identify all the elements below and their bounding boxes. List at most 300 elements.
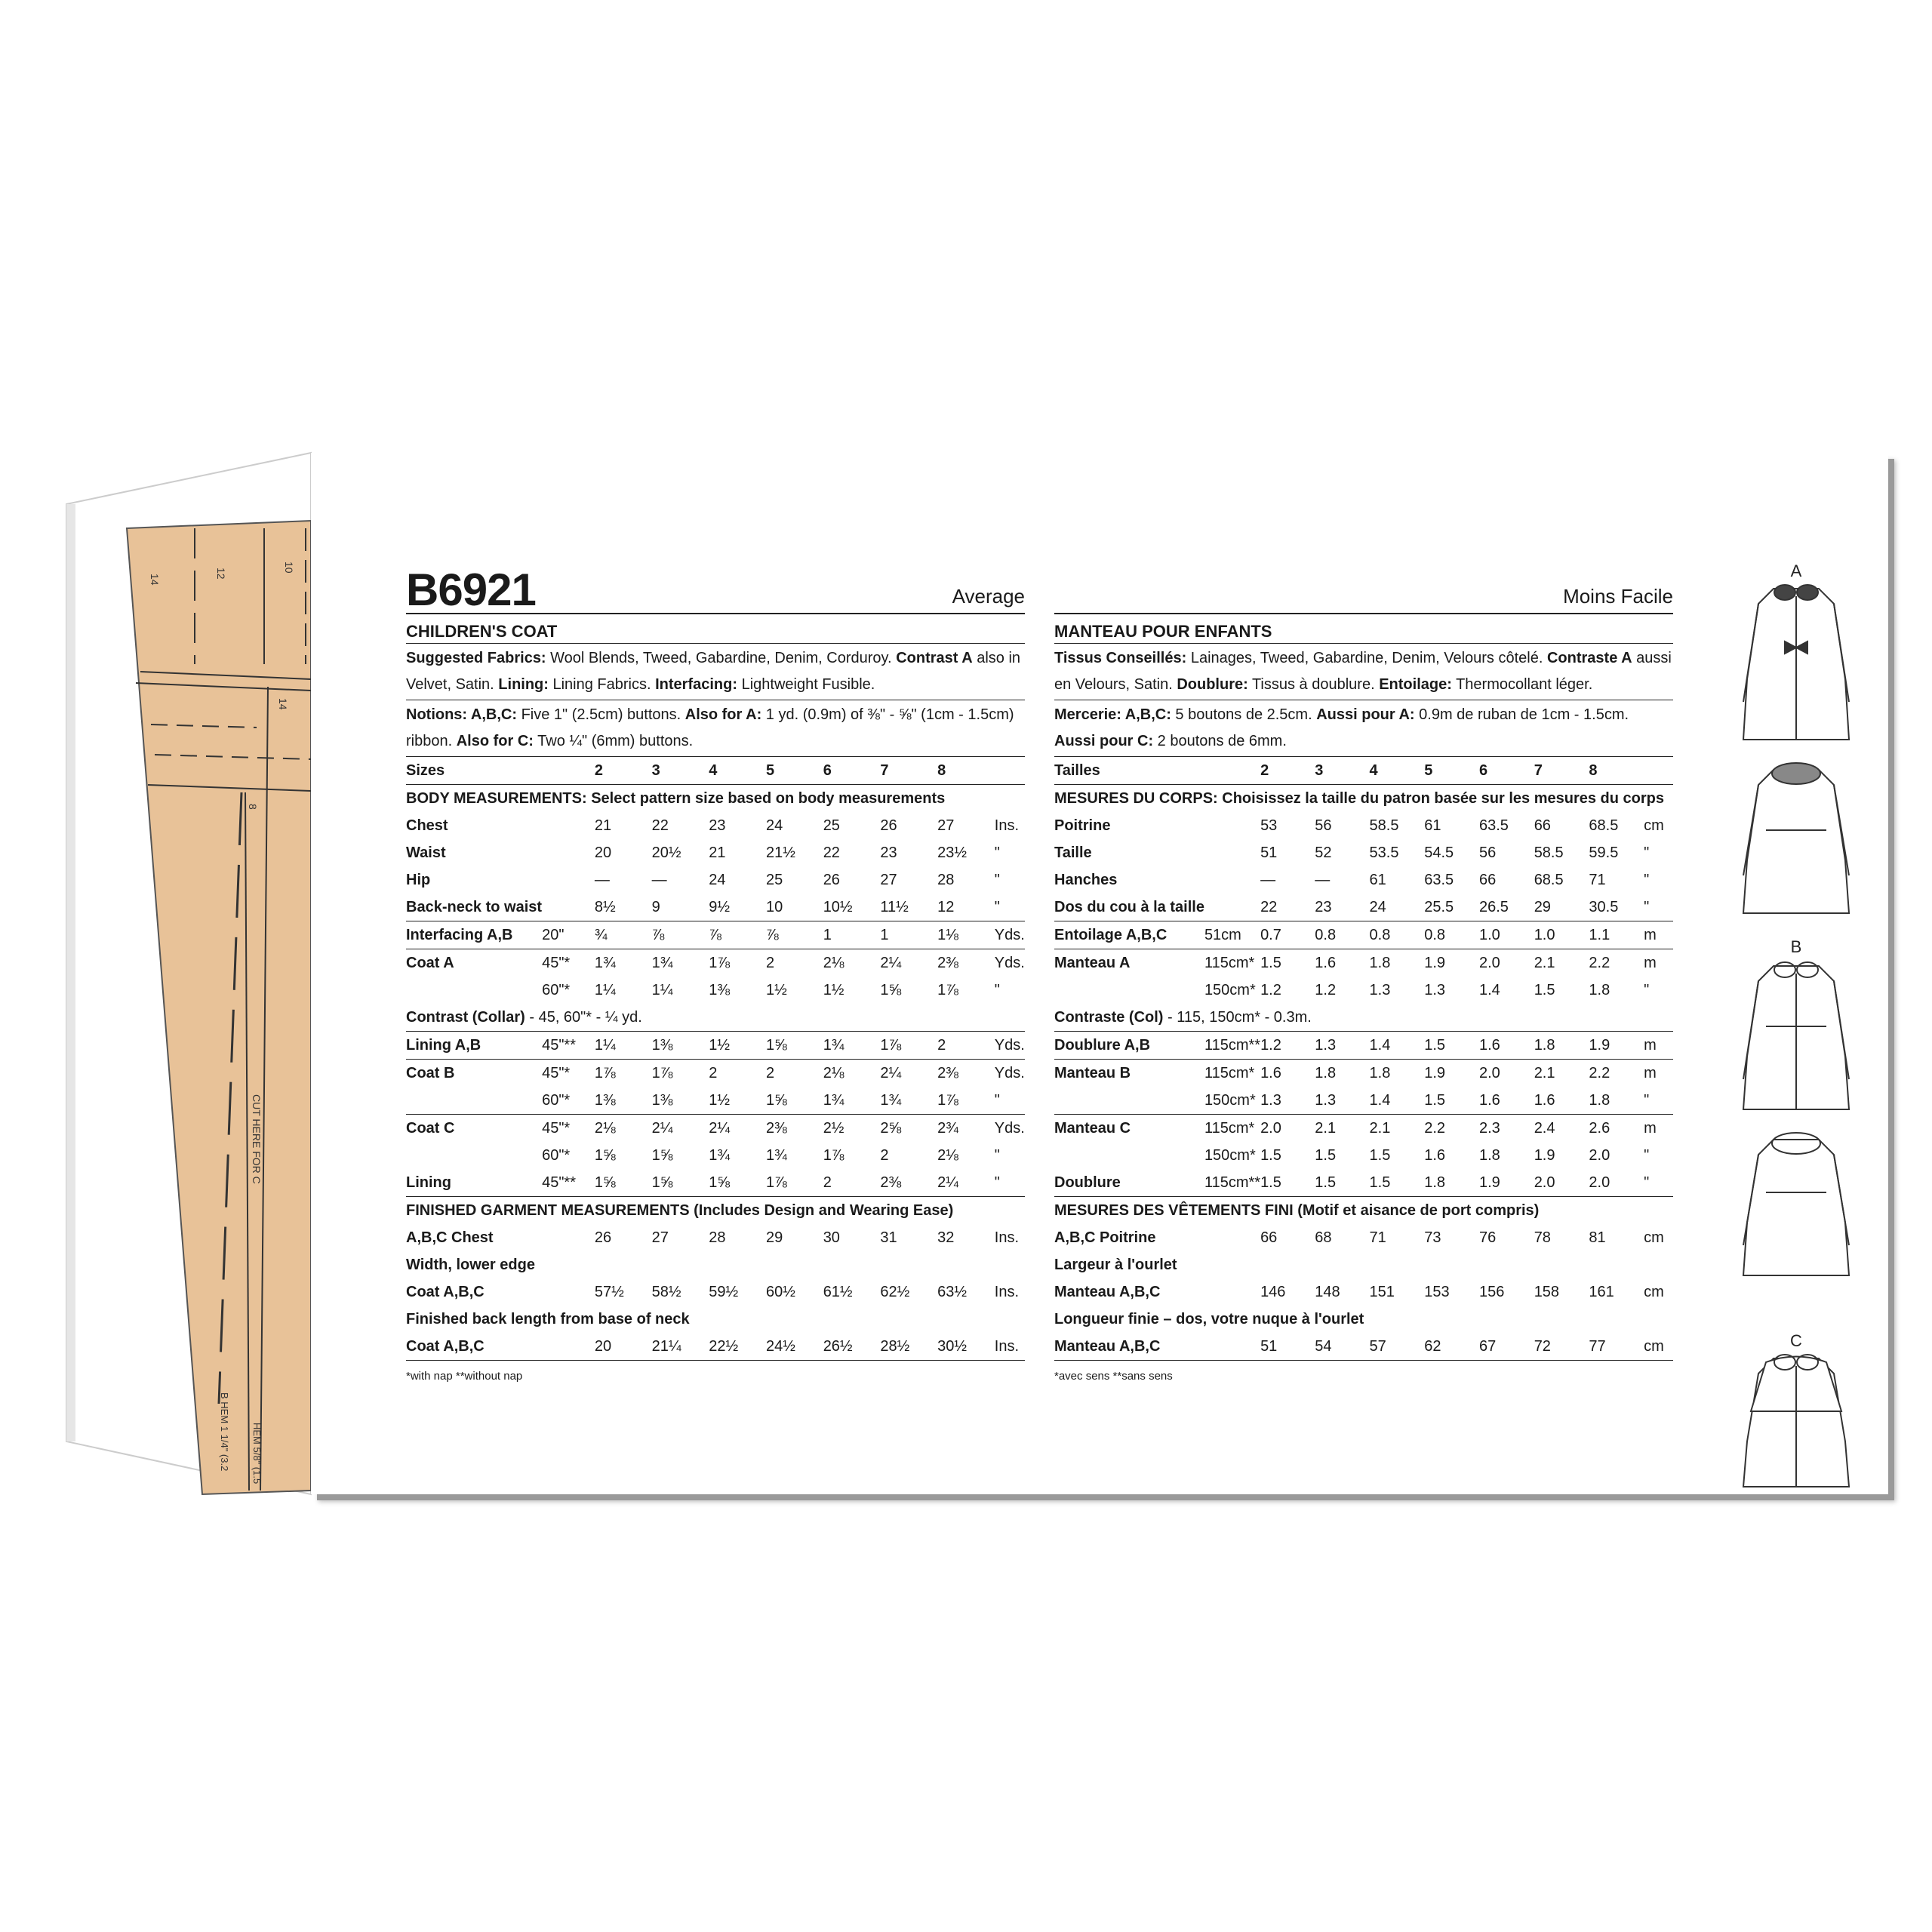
table-row — [406, 1142, 1025, 1169]
size-value: 1⅞ — [880, 1032, 937, 1060]
contrast-collar-text: Contraste (Col) — [1054, 1008, 1164, 1026]
size-value: 2⅜ — [766, 1115, 823, 1143]
size-value: 0.7 — [1260, 921, 1315, 949]
cut-here-label: CUT HERE FOR C — [251, 1094, 263, 1184]
size-value: 2⅜ — [937, 949, 995, 977]
size-value: 2⅛ — [937, 1146, 958, 1164]
table-row — [406, 1004, 1025, 1032]
tissue-number-14b: 14 — [277, 698, 289, 710]
size-value: 67 — [1479, 1333, 1534, 1361]
unit: " — [1644, 898, 1650, 915]
table-row — [406, 1032, 1025, 1060]
size-value: 56 — [1315, 817, 1332, 834]
size-value: 2¼ — [709, 1115, 766, 1143]
fabric-width — [1204, 1278, 1260, 1306]
size-value: 1.1 — [1589, 921, 1644, 949]
unit: m — [1644, 1032, 1673, 1060]
contrast-collar-text: Contrast (Collar) — [406, 1008, 525, 1026]
size-value: 2.4 — [1534, 1115, 1589, 1143]
table-row — [1054, 1224, 1673, 1251]
size-value: 29 — [1534, 898, 1551, 915]
fabric-width — [1204, 1333, 1260, 1361]
size-value: 1⅝ — [651, 1146, 673, 1164]
lining-label: Lining: — [498, 676, 549, 693]
size-value: 1.4 — [1370, 1032, 1425, 1060]
also-c-label: Also for C: — [456, 733, 534, 749]
back-length-heading-text: Longueur finie – dos, votre nuque à l'ourlet — [1054, 1310, 1364, 1327]
unit: m — [1644, 1115, 1673, 1143]
size-value: 25 — [823, 817, 840, 834]
size-value: 1.8 — [1370, 949, 1425, 977]
size-value: 1¼ — [595, 1032, 652, 1060]
fabric-width: 115cm* — [1204, 1060, 1260, 1088]
fabric-width — [542, 866, 595, 894]
size-value: ¾ — [595, 921, 652, 949]
size-value: 1½ — [709, 1091, 731, 1109]
contrast-collar — [406, 1004, 1025, 1032]
footnote-en: *with nap **without nap — [406, 1370, 523, 1383]
width-lower-edge — [406, 1251, 1025, 1278]
size-value: 63.5 — [1478, 817, 1509, 834]
size-value: 1⅝ — [880, 981, 902, 998]
size-value: 27 — [937, 817, 955, 834]
footnote-fr: *avec sens **sans sens — [1054, 1370, 1173, 1383]
size-value: 1.3 — [1260, 1091, 1281, 1109]
size-value: 1.3 — [1315, 1091, 1337, 1109]
table-row — [406, 1224, 1025, 1251]
back-length-heading-text: Finished back length from base of neck — [406, 1310, 690, 1327]
size-value: 61 — [1369, 871, 1386, 888]
size-value: 1.0 — [1534, 921, 1589, 949]
unit: " — [1644, 1091, 1650, 1109]
fabric-width — [1204, 894, 1260, 921]
unit: " — [1644, 871, 1650, 888]
fabric-width: 45"* — [542, 1115, 595, 1143]
unit: " — [994, 981, 1000, 998]
table-row — [1054, 785, 1673, 813]
size-value: 1⅝ — [709, 1174, 731, 1191]
width-lower-edge-text: Largeur à l'ourlet — [1054, 1256, 1177, 1273]
size-value: 62½ — [880, 1283, 910, 1300]
size-value: 71 — [1369, 1229, 1386, 1246]
size-value: 1⅞ — [709, 949, 766, 977]
fabric-width: 60"* — [542, 981, 571, 998]
size-number: 3 — [1315, 761, 1324, 779]
unit: " — [994, 1174, 1000, 1191]
size-value: 28 — [937, 871, 955, 888]
size-value: 1.8 — [1370, 1060, 1425, 1088]
table-row — [1054, 1087, 1673, 1115]
size-value: 1⅜ — [652, 1032, 709, 1060]
size-value: 22 — [823, 844, 840, 861]
size-value: 2 — [766, 949, 823, 977]
also-a-text: 1 yd. (0.9m) of ⅜" - ⅝" (1cm - 1.5cm) ribbon. — [406, 706, 1014, 749]
size-value: 26 — [594, 1229, 612, 1246]
size-value: 1 — [880, 921, 937, 949]
fabric-width: 60"* — [542, 1091, 571, 1109]
size-value: 24 — [765, 817, 783, 834]
size-value: — — [1315, 871, 1331, 888]
row-label: Coat A,B,C — [406, 1283, 485, 1300]
unit: Yds. — [995, 1060, 1025, 1088]
size-value: — — [594, 871, 610, 888]
size-value: 22 — [1260, 898, 1278, 915]
unit: Ins. — [994, 817, 1020, 834]
lining-label-fr: Doublure: — [1177, 676, 1248, 693]
unit: cm — [1644, 817, 1664, 834]
row-label: Chest — [406, 817, 448, 834]
size-value: 1⅜ — [709, 981, 731, 998]
fabrics-text: Wool Blends, Tweed, Gabardine, Denim, Corduroy. — [546, 650, 897, 666]
view-c-label: C — [1790, 1331, 1802, 1350]
unit: Yds. — [995, 949, 1025, 977]
size-value: 24 — [709, 871, 726, 888]
row-label — [406, 977, 542, 1004]
size-value: 1½ — [765, 981, 787, 998]
size-value: 1.9 — [1589, 1032, 1644, 1060]
size-value: 1.9 — [1478, 1174, 1500, 1191]
unit: " — [994, 844, 1000, 861]
unit: m — [1644, 1060, 1673, 1088]
table-row — [1054, 839, 1673, 866]
size-value: 27 — [880, 871, 897, 888]
size-value: 1⅞ — [937, 1091, 958, 1109]
size-value: 51 — [1260, 1333, 1315, 1361]
row-label: Taille — [1054, 844, 1092, 861]
size-value: 1¾ — [823, 1091, 844, 1109]
view-drawings — [1721, 558, 1872, 1328]
row-label: Manteau B — [1054, 1060, 1204, 1088]
size-value: 61½ — [823, 1283, 853, 1300]
body-heading-text: BODY MEASUREMENTS: Select pattern size based on body measurements — [406, 789, 946, 807]
row-label: Coat C — [406, 1115, 542, 1143]
fabric-width — [542, 812, 595, 839]
size-value: 81 — [1589, 1229, 1606, 1246]
interfacing-label-fr: Entoilage: — [1379, 676, 1452, 693]
size-value: 1.6 — [1424, 1146, 1446, 1164]
size-value: 2¼ — [880, 1060, 937, 1088]
fabric-width — [1204, 839, 1260, 866]
size-value: 23 — [1315, 898, 1332, 915]
size-value: 68 — [1315, 1229, 1332, 1246]
hem-label: HEM 5/8" (1.5 — [251, 1423, 263, 1484]
size-value: 25.5 — [1424, 898, 1454, 915]
size-value: 68.5 — [1589, 817, 1619, 834]
skill-level-fr: Moins Facile — [1563, 585, 1673, 608]
size-value: 1.2 — [1260, 981, 1281, 998]
also-c-text-fr: 2 boutons de 6mm. — [1153, 733, 1287, 749]
fabrics-label: Suggested Fabrics: — [406, 650, 546, 666]
view-a-label: A — [1790, 561, 1802, 580]
size-value: 28 — [709, 1229, 726, 1246]
unit: cm — [1644, 1283, 1664, 1300]
size-value: 1.8 — [1589, 981, 1611, 998]
row-label: A,B,C Poitrine — [1054, 1229, 1156, 1246]
interfacing-text-fr: Thermocollant léger. — [1451, 676, 1593, 693]
table-row — [406, 812, 1025, 839]
size-value: 1⅝ — [594, 1146, 616, 1164]
notions-text-fr: 5 boutons de 2.5cm. — [1171, 706, 1317, 723]
spacer — [542, 757, 595, 785]
size-value: 2⅛ — [823, 1060, 881, 1088]
fabrics-label-fr: Tissus Conseillés: — [1054, 650, 1187, 666]
lining-text-fr: Tissus à doublure. — [1247, 676, 1380, 693]
size-value: 68.5 — [1534, 871, 1564, 888]
fabric-width: 20" — [542, 921, 595, 949]
size-value: 73 — [1424, 1229, 1441, 1246]
size-value: 24½ — [766, 1333, 823, 1361]
row-label: Lining A,B — [406, 1032, 542, 1060]
size-value: 0.8 — [1424, 921, 1479, 949]
size-value: 2.1 — [1534, 949, 1589, 977]
size-value: 21 — [709, 844, 726, 861]
size-value: 71 — [1589, 871, 1606, 888]
fabric-width: 45"** — [542, 1174, 576, 1191]
size-value: 57½ — [594, 1283, 624, 1300]
envelope-back-shadow — [66, 504, 75, 1441]
row-label: Manteau A — [1054, 949, 1204, 977]
table-row — [406, 839, 1025, 866]
size-value: 25 — [765, 871, 783, 888]
size-number: 7 — [1534, 761, 1543, 779]
size-value: 1.5 — [1315, 1174, 1337, 1191]
size-value: 1.0 — [1479, 921, 1534, 949]
size-value: 2.1 — [1315, 1115, 1369, 1143]
size-value: 26.5 — [1478, 898, 1509, 915]
size-value: 1.2 — [1260, 1032, 1315, 1060]
table-row — [1054, 1060, 1673, 1088]
size-value: 1.6 — [1478, 1091, 1500, 1109]
size-value: 20 — [595, 1333, 652, 1361]
tissue-number-10: 10 — [283, 561, 295, 574]
finished-heading — [1054, 1197, 1673, 1225]
size-value: 2¼ — [652, 1115, 709, 1143]
table-row — [1054, 1197, 1673, 1225]
unit: " — [994, 1091, 1000, 1109]
size-value: 32 — [937, 1229, 955, 1246]
size-value: 1¾ — [765, 1146, 787, 1164]
table-row — [1054, 977, 1673, 1004]
notions-paragraph-fr — [1054, 700, 1673, 757]
table-row — [1054, 921, 1673, 949]
size-value: 158 — [1534, 1283, 1560, 1300]
size-value: 2.0 — [1589, 1146, 1611, 1164]
also-c-label-fr: Aussi pour C: — [1054, 733, 1154, 749]
size-value: 66 — [1478, 871, 1497, 888]
row-label: A,B,C Chest — [406, 1229, 494, 1246]
fabric-width: 51cm — [1204, 921, 1260, 949]
row-label: Lining — [406, 1174, 451, 1191]
size-value: 2 — [766, 1060, 823, 1088]
fabric-width — [1204, 866, 1260, 894]
size-value: 0.8 — [1315, 921, 1369, 949]
view-a-back-drawing — [1743, 763, 1849, 913]
size-value: 58½ — [651, 1283, 681, 1300]
size-value: 1.5 — [1315, 1146, 1337, 1164]
size-value: 2.1 — [1370, 1115, 1425, 1143]
size-value: 2⅜ — [880, 1174, 902, 1191]
row-label — [406, 1087, 542, 1115]
size-value: 30.5 — [1589, 898, 1619, 915]
hem-b-label: B HEM 1 1/4" (3.2 — [219, 1392, 230, 1472]
size-number: 6 — [1478, 761, 1488, 779]
table-row — [406, 1306, 1025, 1333]
fabric-width — [1204, 1224, 1260, 1251]
size-value: 1.5 — [1369, 1174, 1391, 1191]
spacer — [995, 757, 1025, 785]
contrast-label-fr: Contraste A — [1546, 650, 1632, 666]
size-value: 1.3 — [1315, 1032, 1369, 1060]
size-value: 2.6 — [1589, 1115, 1644, 1143]
table-row — [1054, 1306, 1673, 1333]
table-row — [406, 894, 1025, 921]
size-number: 7 — [880, 761, 889, 779]
size-value: 21¼ — [652, 1333, 709, 1361]
skill-level-en: Average — [952, 585, 1025, 608]
fabric-width: 115cm** — [1204, 1174, 1261, 1191]
size-value: 30½ — [937, 1333, 995, 1361]
size-value: 1.8 — [1589, 1091, 1611, 1109]
unit: " — [1644, 844, 1650, 861]
row-label — [406, 1142, 542, 1169]
size-value: 59½ — [709, 1283, 739, 1300]
size-value: 1¾ — [823, 1032, 881, 1060]
row-label: Manteau C — [1054, 1115, 1204, 1143]
size-value: 1.9 — [1424, 1060, 1479, 1088]
notions-paragraph-en — [406, 700, 1025, 757]
size-value: 2⅛ — [595, 1115, 652, 1143]
unit: " — [994, 871, 1000, 888]
size-value: 10½ — [823, 898, 853, 915]
size-number: 5 — [765, 761, 775, 779]
size-value: 1⅜ — [651, 1091, 673, 1109]
size-value: 20 — [594, 844, 612, 861]
size-number: 6 — [823, 761, 832, 779]
size-value: 151 — [1369, 1283, 1395, 1300]
finished-heading-text: FINISHED GARMENT MEASUREMENTS (Includes Design and Wearing Ease) — [406, 1201, 954, 1219]
table-row — [1054, 1115, 1673, 1143]
fabric-width — [542, 894, 595, 921]
size-value: 20½ — [651, 844, 681, 861]
size-value: 2 — [880, 1146, 889, 1164]
size-value: 22½ — [709, 1333, 766, 1361]
table-row — [1054, 1333, 1673, 1361]
size-value: 1.4 — [1478, 981, 1500, 998]
also-a-label-fr: Aussi pour A: — [1316, 706, 1415, 723]
size-value: ⅞ — [652, 921, 709, 949]
fabrics-text-fr: Lainages, Tweed, Gabardine, Denim, Velours côtelé. — [1186, 650, 1547, 666]
fabric-width: 150cm* — [1204, 1091, 1256, 1109]
size-value: 1⅝ — [594, 1174, 616, 1191]
size-value: 1½ — [709, 1032, 766, 1060]
size-value: 1⅞ — [823, 1146, 844, 1164]
table-row — [1054, 1278, 1673, 1306]
contrast-label: Contrast A — [896, 650, 973, 666]
size-value: 23½ — [937, 844, 968, 861]
contrast-text: also in Velvet, Satin. — [406, 650, 1021, 693]
size-number: 8 — [1589, 761, 1598, 779]
finished-heading — [406, 1197, 1025, 1225]
size-value: 57 — [1370, 1333, 1425, 1361]
view-c-front-drawing — [1743, 1355, 1849, 1487]
size-value: 52 — [1315, 844, 1332, 861]
garment-title-en: CHILDREN'S COAT — [406, 614, 1025, 644]
unit: Ins. — [994, 1283, 1020, 1300]
size-value: 1.9 — [1424, 949, 1479, 977]
table-row — [1054, 1142, 1673, 1169]
size-value: 60½ — [765, 1283, 795, 1300]
sizes-label: Sizes — [406, 761, 445, 779]
row-label: Coat B — [406, 1060, 542, 1088]
row-label: Doublure — [1054, 1174, 1121, 1191]
size-value: 8½ — [594, 898, 616, 915]
size-value: 1.5 — [1369, 1146, 1391, 1164]
unit: " — [1644, 1174, 1650, 1191]
table-row — [406, 1197, 1025, 1225]
size-value: 146 — [1260, 1283, 1286, 1300]
size-value: 2¼ — [880, 949, 937, 977]
sizes-row — [406, 757, 1025, 785]
size-value: ⅞ — [766, 921, 823, 949]
unit: cm — [1644, 1333, 1673, 1361]
size-value: 1⅞ — [937, 981, 958, 998]
size-value: 1¾ — [595, 949, 652, 977]
size-value: 53 — [1260, 817, 1278, 834]
table-row — [406, 977, 1025, 1004]
back-length-heading — [1054, 1306, 1673, 1333]
yardage-table-en — [406, 757, 1025, 1361]
unit: m — [1644, 921, 1673, 949]
size-value: 1¾ — [709, 1146, 731, 1164]
size-value: 1.5 — [1260, 949, 1315, 977]
fabric-width: 45"* — [542, 949, 595, 977]
finished-heading-text: MESURES DES VÊTEMENTS FINI (Motif et aisance de port compris) — [1054, 1201, 1540, 1219]
size-value: 78 — [1534, 1229, 1551, 1246]
header-fr — [1054, 574, 1673, 614]
size-value: 11½ — [880, 898, 909, 915]
size-value: 2.2 — [1424, 1115, 1479, 1143]
row-label — [1054, 1087, 1204, 1115]
body-heading — [406, 785, 1025, 813]
table-row — [406, 1115, 1025, 1143]
row-label: Entoilage A,B,C — [1054, 921, 1204, 949]
row-label: Interfacing A,B — [406, 921, 542, 949]
size-number: 5 — [1424, 761, 1433, 779]
table-row — [1054, 949, 1673, 977]
notions-label: Notions: A,B,C: — [406, 706, 518, 723]
row-label: Back-neck to waist — [406, 898, 543, 915]
size-value: 2¼ — [937, 1174, 958, 1191]
table-row — [1054, 1251, 1673, 1278]
contrast-collar — [1054, 1004, 1673, 1032]
size-value: 148 — [1315, 1283, 1340, 1300]
size-value: 2 — [709, 1060, 766, 1088]
size-value: 1.6 — [1260, 1060, 1315, 1088]
unit: cm — [1644, 1229, 1664, 1246]
tissue-number-14: 14 — [149, 574, 161, 586]
interfacing-text: Lightweight Fusible. — [737, 676, 875, 693]
also-a-label: Also for A: — [685, 706, 762, 723]
size-value: 2.0 — [1479, 949, 1534, 977]
size-value: 1.8 — [1315, 1060, 1369, 1088]
unit: m — [1644, 949, 1673, 977]
table-row — [1054, 866, 1673, 894]
size-value: 58.5 — [1369, 817, 1399, 834]
table-row — [406, 866, 1025, 894]
table-row — [406, 1087, 1025, 1115]
size-value: 26 — [823, 871, 840, 888]
size-value: 63.5 — [1424, 871, 1454, 888]
